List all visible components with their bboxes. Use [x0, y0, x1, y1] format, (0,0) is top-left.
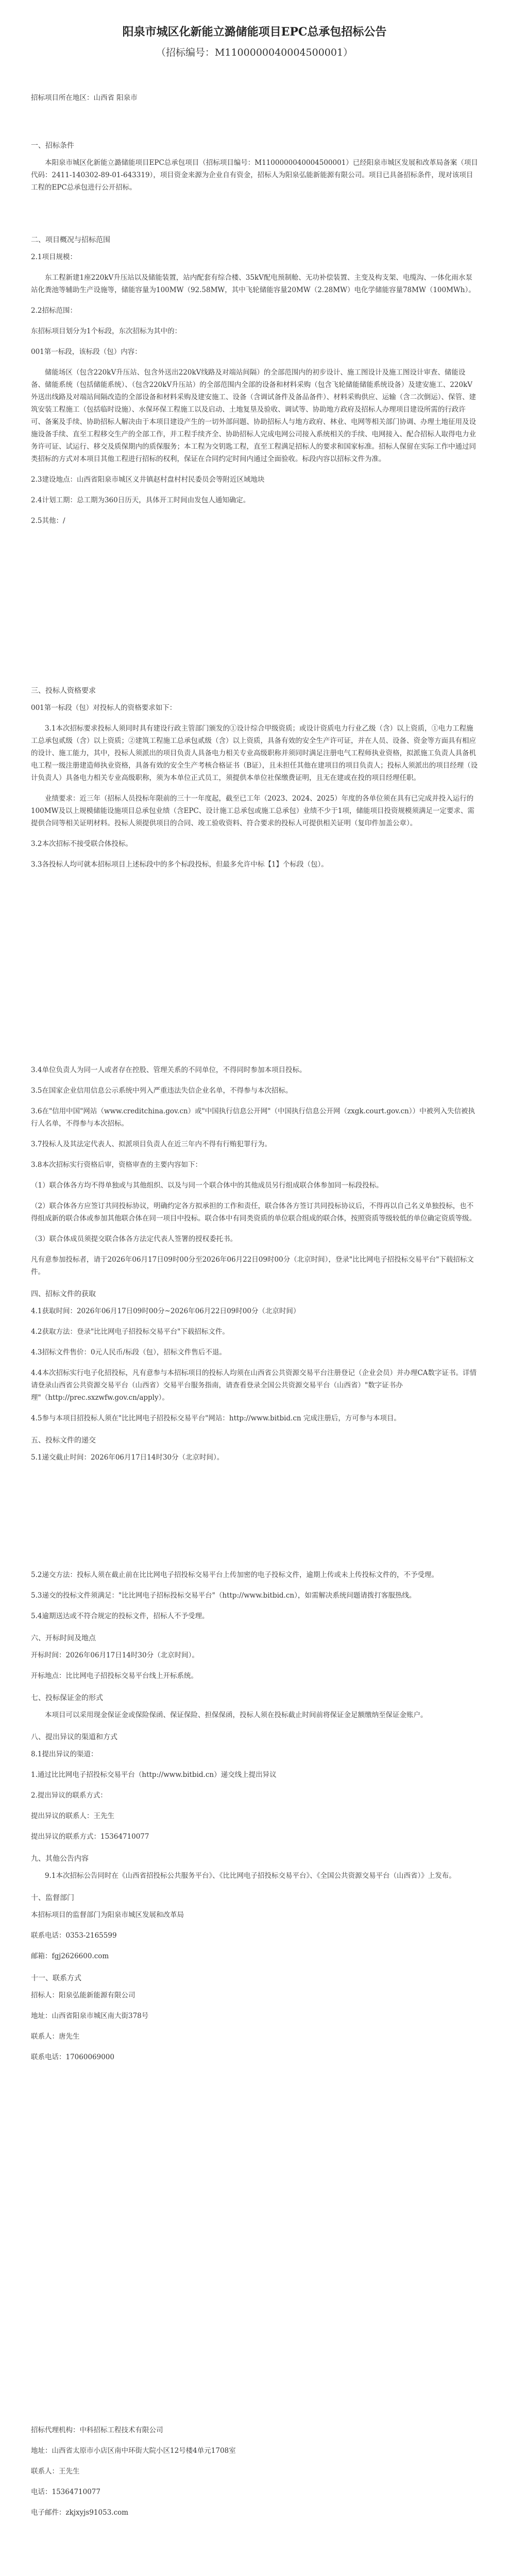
section-10-heading: 十、监督部门 [31, 1894, 74, 1902]
section-3-p10: 3.8本次招标实行资格后审，资格审查的主要内容如下： [31, 1161, 202, 1169]
section-8-heading: 八、提出异议的渠道和方式 [31, 1733, 117, 1741]
section-10-p3: 邮箱：fgj2626600.com [31, 1952, 109, 1960]
section-2-p6: 储能场区（包含220kV升压站、包含外送出220kV线路及对端站间隔）的全部范围内的初步设计、施工图设计及施工图设计审查、储能设备、储能系统（包括储能系统）、（包含220kV升压站）的全部范围内全部的设备和材料采购（包含飞轮储能储能系统设备）及建安施工、220kV外送出线路及对端站间隔改造的全部设备和材料采购及建安施工、设备（含调试备件及备品备件）、材料采购供应、运输（含二次倒运）、保管、建筑安装工程施工（包括临时设施）、水保环保工程施工以及启动、土地复垦及验收、调试等、协助地方政府及招标人办理项目建设所需的行政许可、备案及手续、协助招标人解决由于本项目建设产生的一切外部问题、协助招标人与地方政府、林业、电网等相关部门协调、办理土地征用及设施设备手续、直至工程移交生产的全部工作，并工程手续齐全、协助招标人完成电网公司接入系统相关的手续、电网接入、配合招标人取得电力业务许可证、试运行、移交及质保期内的质保服务；本工程为交钥匙工程，直至工程满足招标人的要求和国家标准。招标人保留在实际工作中通过同类招标的方式对本项目其他工程进行招标的权利，保证在合同约定时间内通过全面验收。标段内容以招标文件为准。 [31, 368, 476, 463]
section-10-p1: 本招标项目的监督部门为阳泉市城区发展和改革局 [31, 1911, 184, 1919]
section-7-heading: 七、投标保证金的形式 [31, 1694, 103, 1702]
section-4-p3: 4.3招标文件售价：0元人民币/标段（包），招标文件售后不退。 [31, 1348, 226, 1357]
section-11-p4: 联系电话：17060069000 [31, 2053, 114, 2061]
section-11-p3: 联系人：唐先生 [31, 2032, 80, 2041]
section-11-p2: 地址：山西省阳泉市城区南大街378号 [31, 2012, 149, 2020]
section-1 [31, 130, 478, 202]
section-3-p11: （1）联合体各方均不得单独或与其他组织、以及与同一个联合体中的其他成员另行组成联合体参加同一标段投标。 [31, 1181, 383, 1190]
document-header [31, 23, 478, 59]
section-5-p3: 5.3递交的投标文件须满足："比比网电子招标投标交易平台"（http://www.bitbid.cn），如需解决系统问题请拨打客服热线。 [31, 1591, 416, 1600]
section-2-p9: 2.5其他：/ [31, 517, 65, 525]
section-3-p1: 001第一标段（包）对投标人的资格要求如下： [31, 704, 177, 712]
section-3-heading: 三、投标人资格要求 [31, 687, 96, 695]
document-title: 阳泉市城区化新能立潞储能项目EPC总承包招标公告 [122, 25, 387, 39]
project-location: 招标项目所在地区：山西省 阳泉市 [31, 94, 138, 102]
section-2 [31, 224, 478, 535]
section-1-body: 本阳泉市城区化新能立潞储能项目EPC总承包项目（招标项目编号：M1100000040004500001）已经阳泉市城区发展和改革局备案（项目代码：2411-140302-89-01-643319），项目资金来源为企业自有资金，招标人为阳泉弘能新能源有限公司。项目已具备招标条件，现对该项目工程的EPC总承包进行公开招标。 [31, 159, 478, 192]
section-2-p3: 2.2招标范围： [31, 307, 77, 315]
section-4-p1: 4.1获取时间：2026年06月17日09时00分~2026年06月22日09时00分（北京时间） [31, 1307, 300, 1315]
section-11-p1: 招标人：阳泉弘能新能源有限公司 [31, 1991, 135, 1999]
agent-address: 地址：山西省太原市小店区南中环街大院小区12号楼4单元1708室 [31, 2447, 236, 2455]
section-9-heading: 九、其他公告内容 [31, 1855, 89, 1863]
intro-section [31, 92, 478, 112]
section-8-p5: 提出异议的联系方式：15364710077 [31, 1833, 149, 1841]
section-4-p4: 4.4本次招标实行电子化招投标，凡有意参与本招标项目的投标人均须在山西省公共资源交易平台注册登记（企业会员）并办理CA数字证书。详情请登录山西省公共资源交易平台（山西省）交易平台服务指南，请查看登录全国公共资源交易平台（山西省）"数字证书办理"（http://prec.sxzwfw.gov.cn/apply）。 [31, 1369, 477, 1402]
section-5-p2: 5.2递交方法：投标人须在截止前在比比网电子招投标交易平台上传加密的电子投标文件，逾期上传或未上传投标文件的，不予受理。 [31, 1571, 438, 1579]
section-4-p2: 4.2获取方法：登录"比比网电子招投标交易平台"下载招标文件。 [31, 1328, 229, 1336]
section-5-p1: 5.1递交截止时间：2026年06月17日14时30分（北京时间）。 [31, 1453, 224, 1462]
section-9-p1: 9.1本次招标公告同时在《山西省招投标公共服务平台》、《比比网电子招投标交易平台》、《全国公共资源交易平台（山西省）》上发布。 [45, 1872, 456, 1880]
section-2-p4: 东招标项目划分为1个标段，东次招标为其中的： [31, 327, 182, 335]
section-2-p7: 2.3建设地点：山西省阳泉市城区义井镇赵村盘村村民委员会等附近区域地块 [31, 476, 265, 484]
section-5-p4: 5.4逾期送达或不符合规定的投标文件，招标人不予受理。 [31, 1612, 209, 1620]
section-8-p4: 提出异议的联系人：王先生 [31, 1812, 114, 1820]
section-10-p2: 联系电话：0353-2165599 [31, 1931, 117, 1940]
section-3-p6: 3.4单位负责人为同一人或者存在控股、管理关系的不同单位，不得同时参加本项目投标。 [31, 1066, 307, 1074]
agent-section [31, 2424, 478, 2527]
section-3-p12: （2）联合体各方应签订共同投标协议，明确约定各方拟承担的工作和责任，联合体各方签订共同投标协议后，不得再以自己名义单独投标，也不得组成新的联合体或参加其他联合体在同一项目中投标。联合体中有同类资质的单位联合组成的联合体，按照资质等级较低的单位确定资质等级。 [31, 1202, 476, 1223]
section-4-heading: 四、招标文件的获取 [31, 1290, 96, 1298]
tender-code: （招标编号：M1100000040004500001） [156, 47, 353, 58]
section-6-heading: 六、开标时间及地点 [31, 1634, 96, 1642]
section-6-p1: 开标时间：2026年06月17日14时30分（北京时间）。 [31, 1651, 199, 1659]
section-3-continued [31, 1064, 478, 1472]
agent-contact: 联系人：王先生 [31, 2467, 80, 2476]
section-3-p14: 凡有意参加投标者，请于2026年06月17日09时00分至2026年06月22日09时00分（北京时间），登录"比比网电子招投标交易平台"下载招标文件。 [31, 1256, 474, 1276]
section-8-p1: 8.1提出异议的渠道： [31, 1750, 98, 1758]
section-5-heading: 五、投标文件的递交 [31, 1436, 96, 1445]
section-3-p9: 3.7投标人及其法定代表人、拟派项目负责人在近三年内不得有行贿犯罪行为。 [31, 1140, 272, 1148]
agent-phone: 电话：15364710077 [31, 2488, 100, 2496]
section-8-p3: 2.提出异议的联系方式： [31, 1791, 107, 1800]
section-3 [31, 675, 478, 879]
section-2-p8: 2.4计划工期：总工期为360日历天，具体开工时间由发包人通知确定。 [31, 496, 250, 504]
agent-name: 招标代理机构：中科招标工程技术有限公司 [31, 2426, 163, 2434]
section-1-heading: 一、招标条件 [31, 142, 74, 150]
section-3-p7: 3.5在国家企业信用信息公示系统中列入严重违法失信企业名单，不得参与本次招标。 [31, 1087, 293, 1095]
section-5-continued [31, 1569, 478, 2072]
section-8-p2: 1.通过比比网电子招投标交易平台（http://www.bitbid.cn）递交线上提出异议 [31, 1771, 277, 1779]
section-3-p2: 3.1本次招标要求投标人须同时具有建设行政主管部门颁发的①设计综合甲级资质；或设计资质电力行业乙级（含）以上资质，①电力工程施工总承包贰级（含）以上资质；②建筑工程施工总承包贰级（含）以上资质，具备有效的安全生产许可证，并在人员、设备、资金等方面具有相应的设计、施工能力，其中，投标人须派出的项目负责人具备电力相关专业高级职称并须同时满足注册电气工程师执业资格，拟派施工负责人具备机电工程一级注册建造师执业资格，具备有效的安全生产考核合格证书（B证），且未担任其他在建项目的项目负责人；投标人须派出的项目经理（设计负责人）具备电力相关专业高级职称，须为本单位正式员工，须提供本单位社保缴费证明，且无在建或在投的项目经理任职。 [31, 724, 478, 782]
section-3-p4: 3.2本次招标不接受联合体投标。 [31, 840, 132, 848]
section-3-p3: 业绩要求：近三年（招标人员投标年限前的三十一年度起，截至已工年（2023、2024、2025）年度的各单位须在具有已完成并投入运行的100MW及以上规模储能设施项目总承包业绩（含EPC、设计施工总承包或施工总承包）业绩不少于1项，储能项目投资规模须满足一定要求、需提供合同等相关证明材料。投标人须提供项目的合同、竣工验收资料、符合要求的投标人可提供相关证明（复印件加盖公章）。 [31, 794, 474, 827]
section-11-heading: 十一、联系方式 [31, 1974, 81, 1982]
section-3-p13: （3）联合体成员须提交联合体各方法定代表人签署的授权委托书。 [31, 1235, 237, 1243]
section-3-p8: 3.6在"信用中国"网站（www.creditchina.gov.cn）或"中国执行信息公开网"（中国执行信息公开网（zxgk.court.gov.cn））中被列入失信被执行人名单，不得参与本次招标。 [31, 1107, 475, 1128]
agent-email: 电子邮件：zkjxyjs91053.com [31, 2509, 129, 2517]
section-2-p1: 2.1项目规模： [31, 253, 77, 261]
section-3-p5: 3.3各投标人均可就本招标项目上述标段中的多个标段投标，但最多允许中标【1】个标段（包）。 [31, 860, 328, 869]
section-7-p1: 本项目可以采用现金保证金或保险保函、保证保险、担保保函，投标人须在投标截止时间前将保证金足额缴纳至保证金账户。 [45, 1711, 428, 1719]
section-6-p2: 开标地点：比比网电子招投标交易平台线上开标系统。 [31, 1672, 198, 1680]
section-2-p5: 001第一标段，该标段（包）内容： [31, 348, 142, 356]
section-2-heading: 二、项目概况与招标范围 [31, 236, 110, 244]
section-2-p2: 东工程新建1座220kV升压站以及储能装置，站内配套有综合楼、35kV配电预制舱、无功补偿装置、主变及构支架、电缆沟、一体化雨水泵站化粪池等辅助生产设施等，储能容量为100MW（92.58MW，其中飞轮储能容量20MW（2.28MW）电化学储能容量78MW（100MWh）。 [31, 274, 476, 294]
section-4-p5: 4.5参与本项目招投标人须在"比比网电子招投标交易平台"网站：http://www.bitbid.cn 完成注册后，方可参与本项目。 [31, 1414, 401, 1422]
